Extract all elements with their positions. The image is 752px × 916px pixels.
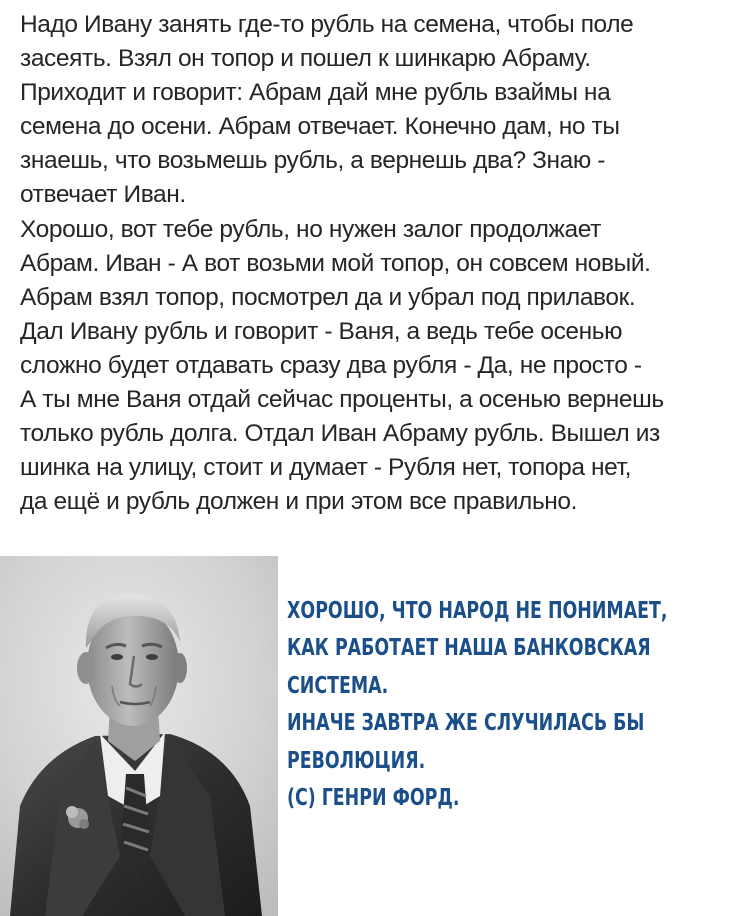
quote-line: ИНАЧЕ ЗАВТРА ЖЕ СЛУЧИЛАСЬ БЫ: [287, 708, 645, 737]
story-line: Дал Ивану рубль и говорит - Ваня, а ведь тебе осенью: [20, 317, 623, 345]
story-text: [20, 8, 740, 519]
story-line: Абрам. Иван - А вот возьми мой топор, он совсем новый.: [20, 249, 651, 277]
story-line: знаешь, что возьмешь рубль, а вернешь два? Знаю -: [20, 147, 606, 175]
story-line: Хорошо, вот тебе рубль, но нужен залог продолжает: [20, 215, 601, 243]
quote-attribution: (С) ГЕНРИ ФОРД.: [287, 783, 460, 812]
story-line: отвечает Иван.: [20, 181, 186, 209]
story-line: семена до осени. Абрам отвечает. Конечно дам, но ты: [20, 113, 620, 141]
quote-line: ХОРОШО, ЧТО НАРОД НЕ ПОНИМАЕТ,: [287, 596, 668, 624]
story-line: засеять. Взял он топор и пошел к шинкарю Абраму.: [20, 45, 591, 73]
quote-line: СИСТЕМА.: [287, 670, 389, 699]
story-line: шинка на улицу, стоит и думает - Рубля нет, топора нет,: [20, 454, 632, 482]
story-line: да ещё и рубль должен и при этом все правильно.: [20, 488, 578, 516]
story-line: А ты мне Ваня отдай сейчас проценты, а осенью вернешь: [20, 386, 664, 414]
quote-line: РЕВОЛЮЦИЯ.: [287, 745, 426, 774]
quote-line: КАК РАБОТАЕТ НАША БАНКОВСКАЯ: [287, 633, 651, 662]
story-line: сложно будет отдавать сразу два рубля - Да, не просто -: [20, 351, 642, 379]
story-line: Абрам взял топор, посмотрел да и убрал под прилавок.: [20, 283, 636, 311]
ford-quote: [287, 592, 668, 816]
story-line: только рубль долга. Отдал Иван Абраму рубль. Вышел из: [20, 420, 660, 448]
story-line: Надо Ивану занять где-то рубль на семена, чтобы поле: [20, 11, 634, 38]
portrait-photo: [0, 556, 278, 916]
story-line: Приходит и говорит: Абрам дай мне рубль взаймы на: [20, 79, 611, 107]
